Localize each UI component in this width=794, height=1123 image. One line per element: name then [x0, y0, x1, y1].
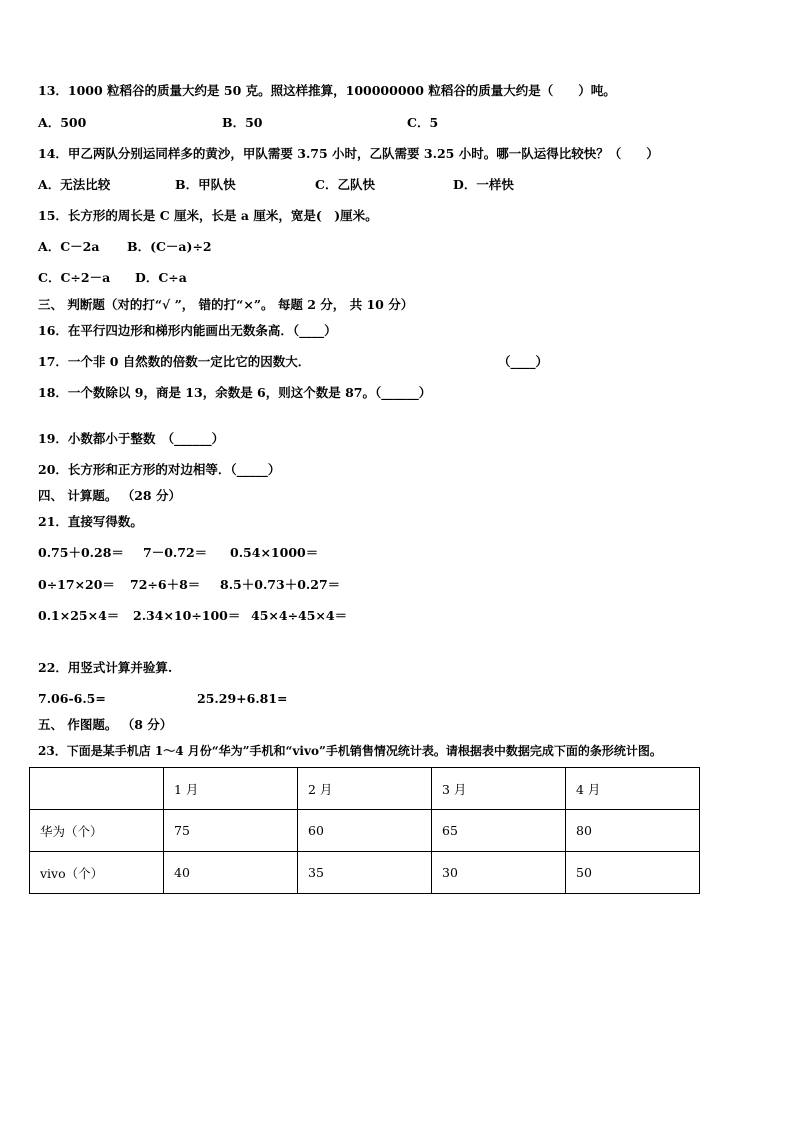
q21-r2-c3: 8.5＋0.73＋0.27＝	[220, 577, 341, 592]
q21-stem: 21．直接写得数。	[38, 514, 143, 529]
q15-option-a: A．C－2a	[38, 239, 100, 254]
q15-stem: 15．长方形的周长是 C 厘米，长是 a 厘米，宽是( )厘米。	[38, 208, 378, 223]
table-header-cell: 4 月	[566, 768, 700, 810]
table-cell: 80	[566, 810, 700, 852]
q13-option-b: B．50	[222, 115, 263, 130]
q21-r1-c3: 0.54×1000＝	[230, 545, 319, 560]
q20: 20．长方形和正方形的对边相等．（_____）	[38, 462, 281, 477]
q21-r3-c1: 0.1×25×4＝	[38, 608, 120, 623]
q13-option-a: A．500	[38, 115, 87, 130]
table-cell: 75	[164, 810, 298, 852]
table-header-cell	[30, 768, 164, 810]
q14-option-d: D．一样快	[453, 177, 514, 192]
q15-option-b: B．(C－a)÷2	[127, 239, 212, 254]
q15-option-d: D．C÷a	[135, 270, 187, 285]
q21-r1-c1: 0.75＋0.28＝	[38, 545, 124, 560]
table-header-cell: 2 月	[298, 768, 432, 810]
table-cell: 华为（个）	[30, 810, 164, 852]
q21-r2-c1: 0÷17×20＝	[38, 577, 115, 592]
q23-stem: 23．下面是某手机店 1～4 月份“华为”手机和“vivo”手机销售情况统计表。请根据表中数据完成下面的条形统计图。	[38, 744, 662, 758]
section-3-heading: 三、 判断题（对的打“√ ”， 错的打“×”。 每题 2 分， 共 10 分）	[38, 297, 414, 312]
q22-item-2: 25.29+6.81=	[197, 691, 288, 706]
table-cell: 60	[298, 810, 432, 852]
q13-option-c: C．5	[407, 115, 439, 130]
q15-option-c: C．C÷2－a	[38, 270, 111, 285]
table-cell: 65	[432, 810, 566, 852]
table-header-row	[30, 768, 700, 810]
table-row	[30, 810, 700, 852]
table-cell: 50	[566, 852, 700, 894]
q16: 16．在平行四边形和梯形内能画出无数条高．（____）	[38, 323, 337, 338]
q22-item-1: 7.06-6.5=	[38, 691, 106, 706]
table-cell: vivo（个）	[30, 852, 164, 894]
q14-option-a: A．无法比较	[38, 177, 111, 192]
q14-option-c: C．乙队快	[315, 177, 375, 192]
q19: 19．小数都小于整数 （______）	[38, 431, 225, 446]
q14-stem: 14．甲乙两队分别运同样多的黄沙，甲队需要 3.75 小时，乙队需要 3.25 小时。哪一队运得比较快？（ ）	[38, 146, 659, 161]
q22-stem: 22．用竖式计算并验算.	[38, 660, 173, 675]
q17-blank: （____）	[498, 354, 549, 369]
q21-r1-c2: 7－0.72＝	[143, 545, 208, 560]
table-cell: 35	[298, 852, 432, 894]
table-cell: 40	[164, 852, 298, 894]
section-4-heading: 四、 计算题。 （28 分）	[38, 488, 181, 503]
q13-stem: 13．1000 粒稻谷的质量大约是 50 克。照这样推算，100000000 粒稻谷的质量大约是（ ）吨。	[38, 83, 616, 98]
table-header-cell: 1 月	[164, 768, 298, 810]
section-5-heading: 五、 作图题。 （8 分）	[38, 717, 173, 732]
q21-r2-c2: 72÷6＋8＝	[130, 577, 201, 592]
q17: 17．一个非 0 自然数的倍数一定比它的因数大．	[38, 354, 311, 369]
q21-r3-c2: 2.34×10÷100＝	[133, 608, 241, 623]
q21-r3-c3: 45×4÷45×4＝	[251, 608, 348, 623]
sales-table	[29, 767, 700, 894]
q18: 18．一个数除以 9，商是 13，余数是 6，则这个数是 87。（______）	[38, 385, 432, 400]
table-row	[30, 852, 700, 894]
table-header-cell: 3 月	[432, 768, 566, 810]
q14-option-b: B．甲队快	[175, 177, 236, 192]
table-cell: 30	[432, 852, 566, 894]
